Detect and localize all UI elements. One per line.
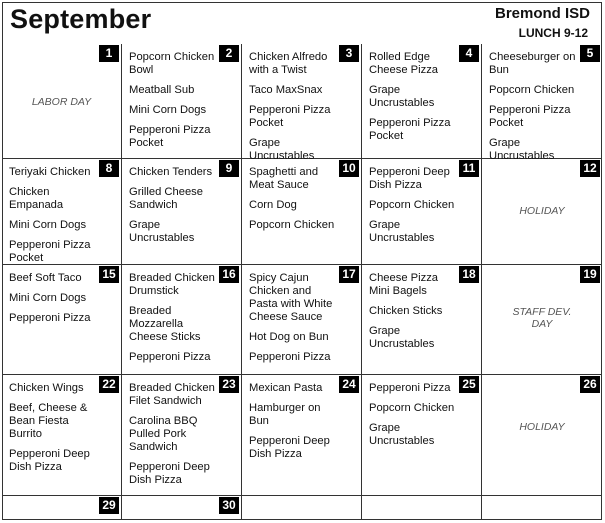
day-cell xyxy=(242,496,362,520)
day-number: 25 xyxy=(459,376,479,393)
day-cell xyxy=(482,375,602,496)
day-cell xyxy=(242,159,362,265)
day-cell xyxy=(122,496,242,520)
day-cell xyxy=(362,44,482,159)
menu-item: Cheese Pizza Mini Bagels xyxy=(369,272,439,297)
menu-item: Rolled Edge Cheese Pizza xyxy=(369,51,439,76)
menu-list xyxy=(129,382,219,494)
menu-list xyxy=(9,382,99,481)
holiday-note: HOLIDAY xyxy=(519,205,565,217)
district-name: Bremond ISD xyxy=(494,5,590,22)
menu-item: Grape Uncrustables xyxy=(369,84,435,109)
day-cell xyxy=(2,496,122,520)
day-cell xyxy=(2,265,122,375)
menu-list xyxy=(249,272,339,371)
day-cell xyxy=(122,44,242,159)
month-title: September xyxy=(10,4,152,34)
menu-item: Grape Uncrustables xyxy=(369,325,435,350)
day-number: 30 xyxy=(219,497,239,514)
menu-list xyxy=(249,166,339,239)
menu-item: Spaghetti and Meat Sauce xyxy=(249,166,319,191)
day-cell xyxy=(482,159,602,265)
menu-list xyxy=(9,272,99,332)
menu-item: Pepperoni Pizza xyxy=(9,312,91,324)
holiday-note: LABOR DAY xyxy=(31,96,92,108)
menu-list xyxy=(369,382,459,455)
menu-item: Mini Corn Dogs xyxy=(129,104,207,116)
menu-item: Pepperoni Pizza Pocket xyxy=(9,239,91,264)
day-number: 9 xyxy=(219,160,239,177)
menu-item: Breaded Chicken Filet Sandwich xyxy=(129,382,215,407)
day-number: 5 xyxy=(580,45,600,62)
day-number: 2 xyxy=(219,45,239,62)
menu-item: Pepperoni Pizza Pocket xyxy=(369,117,451,142)
menu-item: Breaded Mozzarella Cheese Sticks xyxy=(129,305,201,343)
menu-list xyxy=(489,51,580,170)
menu-item: Pepperoni Pizza Pocket xyxy=(129,124,211,149)
menu-item: Grilled Cheese Sandwich xyxy=(129,186,203,211)
menu-item: Hot Dog on Bun xyxy=(249,331,329,343)
menu-item: Mini Corn Dogs xyxy=(9,219,87,231)
menu-item: Grape Uncrustables xyxy=(129,219,195,244)
day-cell xyxy=(2,159,122,265)
menu-list xyxy=(369,166,459,252)
day-cell xyxy=(242,265,362,375)
day-number: 4 xyxy=(459,45,479,62)
day-number: 15 xyxy=(99,266,119,283)
day-number: 24 xyxy=(339,376,359,393)
menu-item: Chicken Alfredo with a Twist xyxy=(249,51,328,76)
menu-item: Spicy Cajun Chicken and Pasta with White Cheese Sauce xyxy=(249,272,333,323)
menu-item: Grape Uncrustables xyxy=(249,137,315,162)
menu-item: Meatball Sub xyxy=(129,84,195,96)
day-number: 17 xyxy=(339,266,359,283)
day-cell xyxy=(2,375,122,496)
day-cell xyxy=(482,44,602,162)
day-cell xyxy=(122,375,242,496)
menu-list xyxy=(369,51,459,150)
menu-item: Popcorn Chicken xyxy=(489,84,575,96)
day-number: 18 xyxy=(459,266,479,283)
menu-list xyxy=(249,382,339,468)
day-number: 29 xyxy=(99,497,119,514)
menu-item: Pepperoni Deep Dish Pizza xyxy=(129,461,210,486)
menu-item: Popcorn Chicken Bowl xyxy=(129,51,215,76)
day-cell xyxy=(482,496,602,520)
menu-item: Beef, Cheese & Bean Fiesta Burrito xyxy=(9,402,88,440)
day-cell xyxy=(242,375,362,496)
day-number: 22 xyxy=(99,376,119,393)
day-cell xyxy=(362,159,482,265)
menu-item: Taco MaxSnax xyxy=(249,84,323,96)
holiday-note: STAFF DEV. DAY xyxy=(512,306,572,330)
day-cell xyxy=(242,44,362,162)
day-number: 8 xyxy=(99,160,119,177)
menu-list xyxy=(129,51,219,157)
menu-item: Mini Corn Dogs xyxy=(9,292,87,304)
lunch-label: LUNCH 9-12 xyxy=(518,26,588,40)
day-number: 3 xyxy=(339,45,359,62)
day-number: 10 xyxy=(339,160,359,177)
menu-item: Hamburger on Bun xyxy=(249,402,321,427)
day-number: 26 xyxy=(580,376,600,393)
day-number: 16 xyxy=(219,266,239,283)
menu-item: Pepperoni Deep Dish Pizza xyxy=(9,448,90,473)
day-cell xyxy=(482,265,602,375)
menu-item: Grape Uncrustables xyxy=(489,137,555,162)
menu-item: Mexican Pasta xyxy=(249,382,323,394)
day-cell xyxy=(122,159,242,265)
menu-item: Pepperoni Pizza xyxy=(249,351,331,363)
menu-list xyxy=(129,166,219,252)
menu-list xyxy=(9,166,99,272)
menu-list xyxy=(369,272,459,358)
menu-item: Grape Uncrustables xyxy=(369,422,435,447)
menu-item: Pepperoni Pizza Pocket xyxy=(249,104,331,129)
menu-list xyxy=(249,51,339,170)
calendar-grid xyxy=(2,44,602,520)
menu-item: Grape Uncrustables xyxy=(369,219,435,244)
holiday-note: HOLIDAY xyxy=(519,421,565,433)
menu-item: Chicken Empanada xyxy=(9,186,64,211)
day-cell xyxy=(362,496,482,520)
menu-item: Pepperoni Pizza Pocket xyxy=(489,104,571,129)
day-cell xyxy=(362,375,482,496)
menu-item: Pepperoni Deep Dish Pizza xyxy=(249,435,330,460)
menu-item: Breaded Chicken Drumstick xyxy=(129,272,215,297)
menu-item: Pepperoni Pizza xyxy=(369,382,451,394)
calendar-header xyxy=(0,0,600,42)
menu-item: Pepperoni Pizza xyxy=(129,351,211,363)
menu-item: Popcorn Chicken xyxy=(369,402,455,414)
menu-item: Teriyaki Chicken xyxy=(9,166,91,178)
day-number: 23 xyxy=(219,376,239,393)
menu-item: Cheeseburger on Bun xyxy=(489,51,576,76)
menu-item: Pepperoni Deep Dish Pizza xyxy=(369,166,450,191)
day-number: 19 xyxy=(580,266,600,283)
menu-item: Corn Dog xyxy=(249,199,297,211)
menu-list xyxy=(129,272,219,371)
menu-item: Popcorn Chicken xyxy=(369,199,455,211)
day-cell xyxy=(362,265,482,375)
menu-item: Chicken Sticks xyxy=(369,305,443,317)
menu-item: Chicken Wings xyxy=(9,382,84,394)
menu-item: Beef Soft Taco xyxy=(9,272,82,284)
menu-item: Carolina BBQ Pulled Pork Sandwich xyxy=(129,415,198,453)
day-number: 12 xyxy=(580,160,600,177)
day-cell xyxy=(122,265,242,375)
menu-item: Popcorn Chicken xyxy=(249,219,335,231)
day-number: 11 xyxy=(459,160,479,177)
menu-item: Chicken Tenders xyxy=(129,166,213,178)
day-cell xyxy=(2,44,122,159)
day-number: 1 xyxy=(99,45,119,62)
